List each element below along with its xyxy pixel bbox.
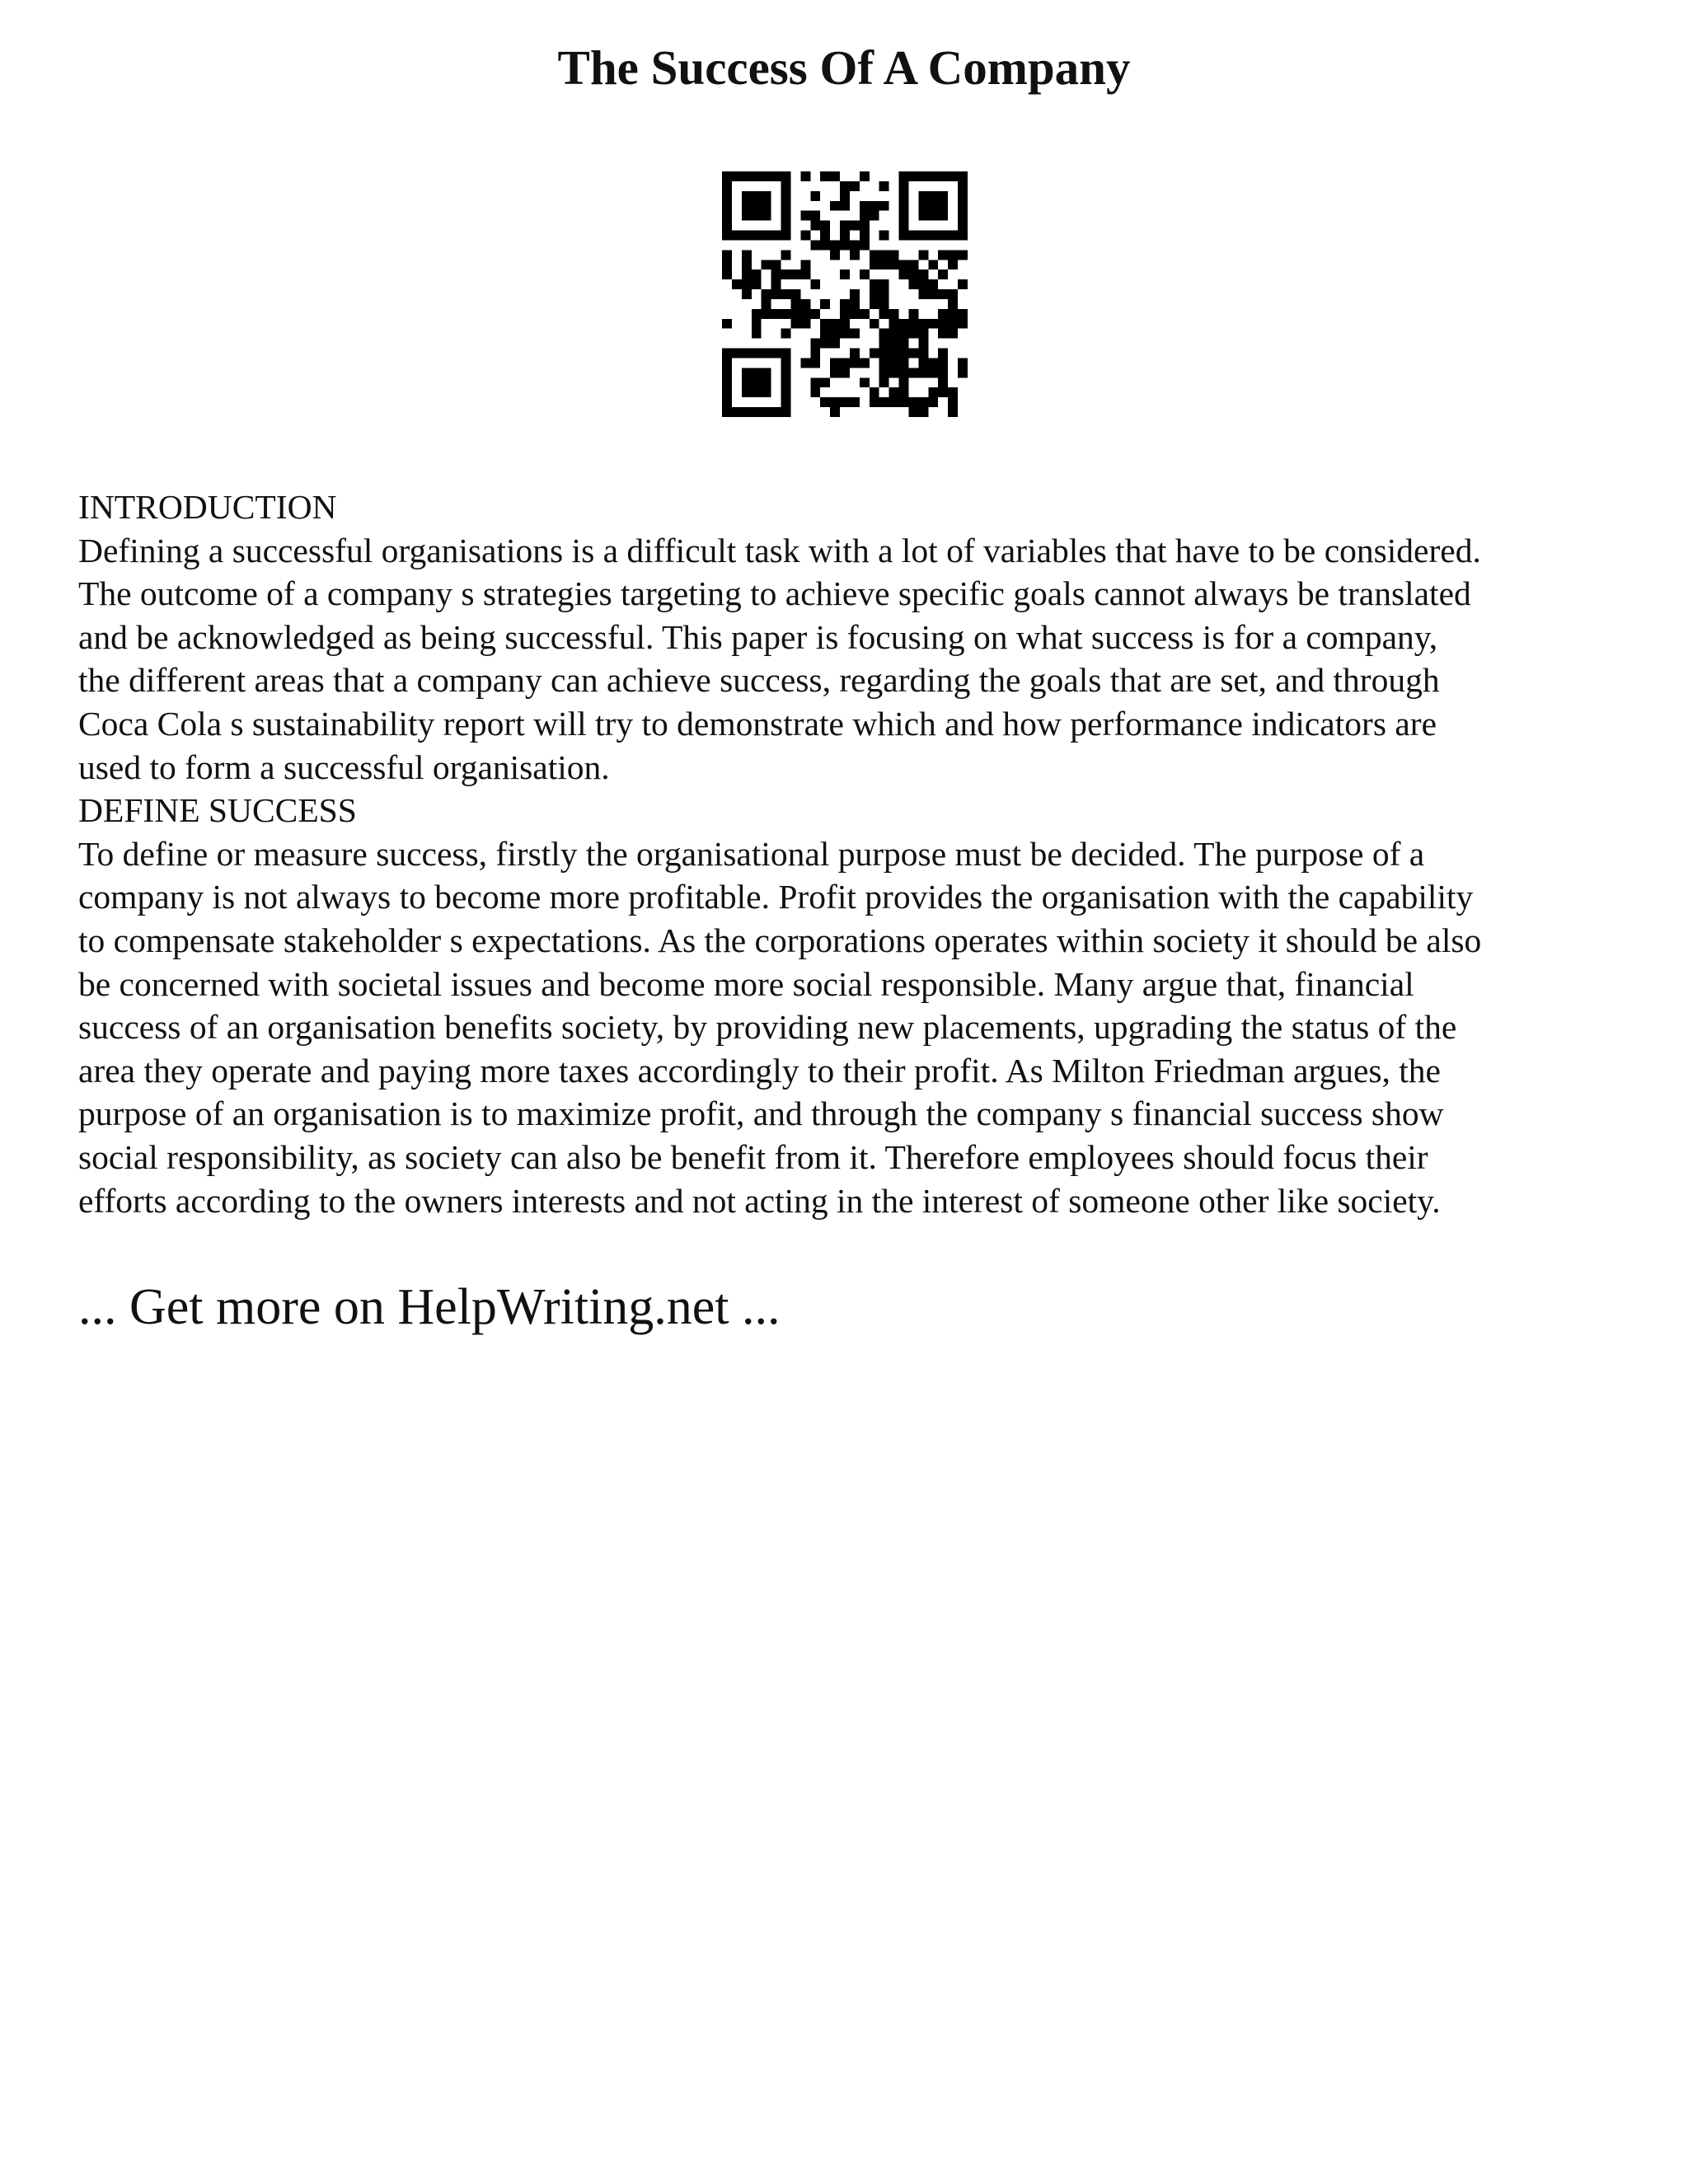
body-line: and be acknowledged as being successful. This paper is focusing on what success is for a company, bbox=[78, 617, 1438, 656]
body-line: The outcome of a company s strategies targeting to achieve specific goals cannot always be translated bbox=[78, 574, 1471, 613]
body-line: success of an organisation benefits society, by providing new placements, upgrading the status of the bbox=[78, 1008, 1457, 1047]
get-more-link[interactable]: ... Get more on HelpWriting.net ... bbox=[78, 1279, 781, 1335]
article-body bbox=[78, 485, 1628, 1222]
body-line: area they operate and paying more taxes accordingly to their profit. As Milton Friedman argues, the bbox=[78, 1051, 1441, 1090]
page-title: The Success Of A Company bbox=[557, 40, 1131, 95]
body-line: be concerned with societal issues and become more social responsible. Many argue that, financial bbox=[78, 964, 1414, 1003]
body-line: efforts according to the owners interests and not acting in the interest of someone other like society. bbox=[78, 1181, 1441, 1220]
body-line: company is not always to become more profitable. Profit provides the organisation with the capability bbox=[78, 878, 1474, 916]
section-heading-define-success: DEFINE SUCCESS bbox=[78, 791, 357, 830]
body-line: to compensate stakeholder s expectations. As the corporations operates within society it should be also bbox=[78, 921, 1482, 959]
body-line: the different areas that a company can achieve success, regarding the goals that are set, and through bbox=[78, 661, 1440, 700]
body-line: To define or measure success, firstly the organisational purpose must be decided. The purpose of a bbox=[78, 834, 1425, 873]
body-line: social responsibility, as society can also be benefit from it. Therefore employees should focus their bbox=[78, 1137, 1428, 1176]
body-line: Coca Cola s sustainability report will try to demonstrate which and how performance indicators are bbox=[78, 704, 1437, 743]
body-line: Defining a successful organisations is a difficult task with a lot of variables that have to be considered. bbox=[78, 531, 1481, 569]
qr-code-icon bbox=[722, 171, 968, 417]
section-heading-introduction: INTRODUCTION bbox=[78, 488, 337, 526]
body-line: purpose of an organisation is to maximize profit, and through the company s financial success show bbox=[78, 1094, 1444, 1133]
body-line: used to form a successful organisation. bbox=[78, 748, 610, 786]
